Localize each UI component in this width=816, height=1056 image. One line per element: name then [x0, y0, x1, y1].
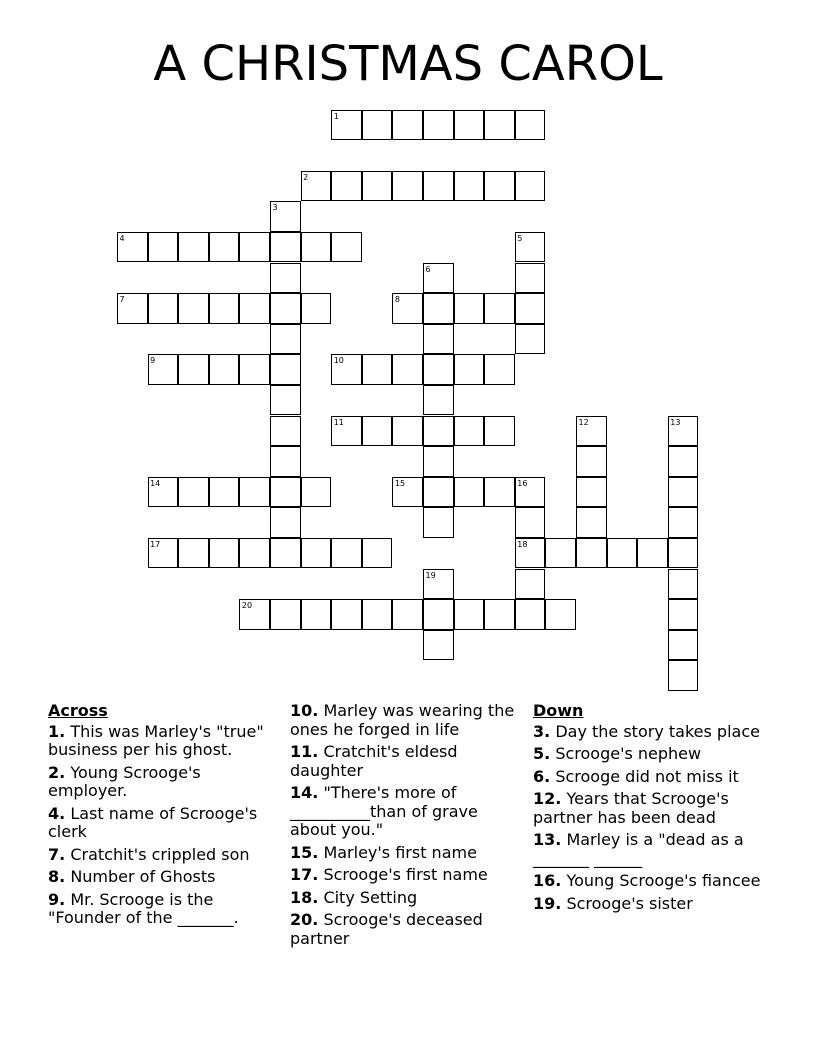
- crossword-cell[interactable]: [178, 477, 209, 508]
- crossword-cell[interactable]: [423, 507, 454, 538]
- crossword-cell[interactable]: [178, 232, 209, 263]
- crossword-cell[interactable]: [423, 416, 454, 447]
- crossword-cell[interactable]: [515, 293, 546, 324]
- cell-number: 1: [333, 111, 339, 121]
- down-heading: Down: [533, 701, 584, 720]
- clue-across-11: 11. Cratchit's eldesd daughter: [290, 742, 458, 780]
- cell-number: 7: [119, 295, 125, 305]
- cell-number: 10: [333, 356, 344, 366]
- crossword-cell[interactable]: [423, 599, 454, 630]
- crossword-cell[interactable]: [270, 293, 301, 324]
- clue-across-8: 8. Number of Ghosts: [48, 867, 216, 886]
- crossword-cell[interactable]: [668, 630, 699, 661]
- crossword-cell[interactable]: [239, 538, 270, 569]
- crossword-cell[interactable]: [668, 538, 699, 569]
- cell-number: 18: [517, 539, 528, 549]
- cell-number: 2: [303, 172, 309, 182]
- crossword-cell[interactable]: [270, 263, 301, 294]
- cell-number: 16: [517, 478, 528, 488]
- crossword-cell[interactable]: [301, 599, 332, 630]
- crossword-cell[interactable]: [270, 232, 301, 263]
- crossword-cell[interactable]: [484, 416, 515, 447]
- crossword-cell[interactable]: [301, 538, 332, 569]
- crossword-cell[interactable]: [576, 507, 607, 538]
- clue-across-10: 10. Marley was wearing the ones he forged in life: [290, 701, 515, 739]
- crossword-cell[interactable]: [270, 385, 301, 416]
- crossword-cell[interactable]: [362, 110, 393, 141]
- crossword-cell[interactable]: [392, 110, 423, 141]
- cell-number: 13: [670, 417, 681, 427]
- cell-number: 17: [150, 539, 161, 549]
- cell-number: 11: [333, 417, 344, 427]
- crossword-cell[interactable]: [178, 293, 209, 324]
- crossword-cell[interactable]: [484, 354, 515, 385]
- crossword-cell[interactable]: [331, 232, 362, 263]
- crossword-cell[interactable]: [576, 477, 607, 508]
- crossword-cell[interactable]: [270, 446, 301, 477]
- clue-down-3: 3. Day the story takes place: [533, 721, 760, 741]
- clue-down-12: 12. Years that Scrooge's partner has been dead: [533, 789, 729, 827]
- crossword-cell[interactable]: [270, 507, 301, 538]
- crossword-cell[interactable]: [331, 171, 362, 202]
- cell-number: 3: [272, 203, 278, 213]
- clue-across-14: 14. "There's more of __________than of grave about you.": [290, 783, 478, 839]
- across-column-1: [48, 702, 273, 932]
- crossword-cell[interactable]: [270, 538, 301, 569]
- crossword-cell[interactable]: [454, 110, 485, 141]
- crossword-cell[interactable]: [209, 293, 240, 324]
- crossword-cell[interactable]: [454, 354, 485, 385]
- crossword-cell[interactable]: [239, 354, 270, 385]
- crossword-cell[interactable]: [515, 507, 546, 538]
- crossword-cell[interactable]: [423, 324, 454, 355]
- crossword-cell[interactable]: [423, 446, 454, 477]
- cell-number: 6: [425, 264, 431, 274]
- crossword-cell[interactable]: [454, 599, 485, 630]
- cell-number: 12: [578, 417, 589, 427]
- crossword-cell[interactable]: [209, 538, 240, 569]
- crossword-cell[interactable]: [515, 569, 546, 600]
- crossword-cell[interactable]: [668, 477, 699, 508]
- crossword-cell[interactable]: [576, 538, 607, 569]
- crossword-cell[interactable]: [423, 354, 454, 385]
- crossword-cell[interactable]: [454, 477, 485, 508]
- down-column: [533, 702, 768, 917]
- clue-across-4: 4. Last name of Scrooge's clerk: [48, 803, 258, 841]
- crossword-cell[interactable]: [362, 599, 393, 630]
- cell-number: 14: [150, 478, 161, 488]
- crossword-cell[interactable]: [576, 446, 607, 477]
- crossword-cell[interactable]: [484, 110, 515, 141]
- crossword-cell[interactable]: [545, 538, 576, 569]
- crossword-cell[interactable]: [362, 538, 393, 569]
- crossword-cell[interactable]: [515, 110, 546, 141]
- crossword-cell[interactable]: [668, 569, 699, 600]
- crossword-cell[interactable]: [209, 354, 240, 385]
- crossword-cell[interactable]: [515, 171, 546, 202]
- across-heading: Across: [48, 701, 108, 720]
- cell-number: 19: [425, 570, 436, 580]
- clue-down-16: 16. Young Scrooge's fiancee: [533, 871, 761, 890]
- crossword-cell[interactable]: [270, 354, 301, 385]
- crossword-cell[interactable]: [515, 324, 546, 355]
- crossword-cell[interactable]: [301, 477, 332, 508]
- cell-number: 8: [394, 295, 400, 305]
- cell-number: 20: [241, 601, 253, 611]
- clue-down-19: 19. Scrooge's sister: [533, 893, 693, 913]
- clue-across-1: 1. This was Marley's "true" business per his ghost.: [48, 721, 264, 759]
- clue-down-13: 13. Marley is a "dead as a _______ ______: [533, 830, 744, 868]
- crossword-cell[interactable]: [668, 507, 699, 538]
- crossword-cell[interactable]: [301, 293, 332, 324]
- crossword-cell[interactable]: [178, 538, 209, 569]
- crossword-cell[interactable]: [515, 263, 546, 294]
- crossword-cell[interactable]: [362, 416, 393, 447]
- crossword-cell[interactable]: [423, 477, 454, 508]
- crossword-cell[interactable]: [270, 599, 301, 630]
- crossword-cell[interactable]: [484, 599, 515, 630]
- crossword-cell[interactable]: [239, 293, 270, 324]
- crossword-cell[interactable]: [454, 171, 485, 202]
- page-title: A CHRISTMAS CAROL: [153, 36, 663, 92]
- crossword-cell[interactable]: [362, 354, 393, 385]
- clue-across-18: 18. City Setting: [290, 887, 418, 907]
- crossword-cell[interactable]: [454, 293, 485, 324]
- clue-across-15: 15. Marley's first name: [290, 842, 477, 862]
- crossword-cell[interactable]: [484, 477, 515, 508]
- crossword-cell[interactable]: [270, 324, 301, 355]
- crossword-cell[interactable]: [515, 599, 546, 630]
- crossword-cell[interactable]: [484, 293, 515, 324]
- crossword-cell[interactable]: [668, 660, 699, 691]
- crossword-cell[interactable]: [668, 446, 699, 477]
- crossword-cell[interactable]: [209, 477, 240, 508]
- crossword-cell[interactable]: [148, 293, 179, 324]
- clue-across-2: 2. Young Scrooge's employer.: [48, 762, 201, 800]
- clue-across-7: 7. Cratchit's crippled son: [48, 844, 250, 864]
- crossword-cell[interactable]: [423, 293, 454, 324]
- crossword-cell[interactable]: [423, 385, 454, 416]
- crossword-cell[interactable]: [209, 232, 240, 263]
- clue-across-20: 20. Scrooge's deceased partner: [290, 910, 483, 948]
- crossword-cell[interactable]: [668, 599, 699, 630]
- crossword-cell[interactable]: [331, 599, 362, 630]
- crossword-cell[interactable]: [545, 599, 576, 630]
- crossword-cell[interactable]: [178, 354, 209, 385]
- cell-number: 5: [517, 233, 523, 243]
- cell-number: 4: [119, 233, 125, 243]
- crossword-cell[interactable]: [239, 477, 270, 508]
- crossword-cell[interactable]: [270, 416, 301, 447]
- crossword-cell[interactable]: [637, 538, 668, 569]
- crossword-cell[interactable]: [423, 110, 454, 141]
- cell-number: 9: [150, 356, 156, 366]
- clue-down-5: 5. Scrooge's nephew: [533, 744, 702, 763]
- crossword-cell[interactable]: [484, 171, 515, 202]
- crossword-cell[interactable]: [392, 354, 423, 385]
- clue-across-9: 9. Mr. Scrooge is the "Founder of the _______.: [48, 889, 239, 927]
- crossword-cell[interactable]: [454, 416, 485, 447]
- crossword-cell[interactable]: [270, 477, 301, 508]
- cell-number: 15: [394, 478, 406, 488]
- crossword-cell[interactable]: [331, 538, 362, 569]
- crossword-cell[interactable]: [423, 171, 454, 202]
- crossword-cell[interactable]: [607, 538, 638, 569]
- crossword-cell[interactable]: [362, 171, 393, 202]
- clue-across-17: 17. Scrooge's first name: [290, 865, 488, 884]
- crossword-cell[interactable]: [301, 232, 332, 263]
- crossword-cell[interactable]: [148, 232, 179, 263]
- crossword-cell[interactable]: [392, 599, 423, 630]
- crossword-cell[interactable]: [392, 171, 423, 202]
- crossword-cell[interactable]: [392, 416, 423, 447]
- clue-down-6: 6. Scrooge did not miss it: [533, 766, 739, 786]
- crossword-cell[interactable]: [239, 232, 270, 263]
- crossword-cell[interactable]: [423, 630, 454, 661]
- across-column-2: [290, 702, 515, 952]
